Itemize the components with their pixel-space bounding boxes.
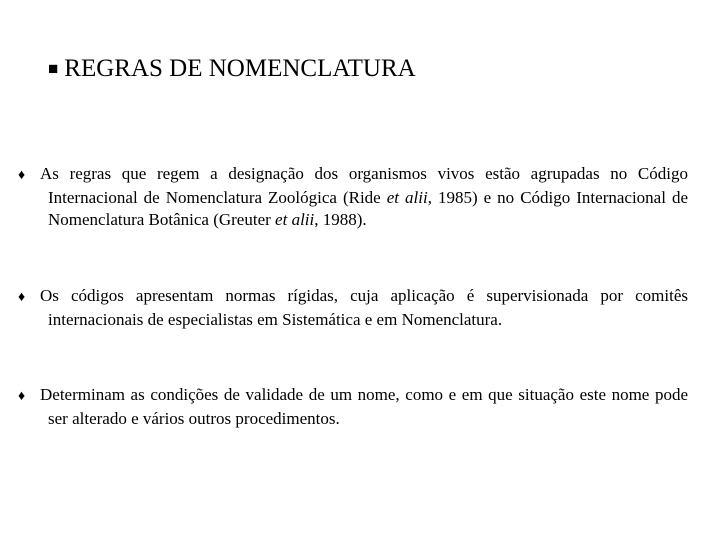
- paragraph-validity: [18, 384, 688, 430]
- square-bullet-icon: ■: [48, 59, 59, 78]
- slide-title-text: REGRAS DE NOMENCLATURA: [64, 55, 416, 82]
- diamond-bullet-icon: ♦: [18, 290, 26, 305]
- paragraph-text: , 1985) e no Código Internacional de Nomenclatura Botânica (Greuter: [48, 188, 688, 229]
- diamond-bullet-icon: ♦: [18, 389, 26, 404]
- paragraph-text: As regras que regem a designação dos organismos vivos estão agrupadas no Código Internacional de Nomenclatura Zoológica (Ride: [40, 164, 688, 207]
- paragraph-rules: [18, 163, 688, 231]
- slide-title: [48, 54, 416, 84]
- paragraph-text: Os códigos apresentam normas rígidas, cuja aplicação é supervisionada por comitês internacionais de especialistas em Sistemática e em Nomenclatura.: [40, 286, 688, 329]
- italic-citation: et alii: [275, 210, 315, 229]
- paragraph-text: , 1988).: [314, 210, 367, 229]
- paragraph-codes: [18, 285, 688, 331]
- paragraph-text: Determinam as condições de validade de um nome, como e em que situação este nome pode ser alterado e vários outros procedimentos.: [40, 385, 688, 428]
- diamond-bullet-icon: ♦: [18, 168, 26, 183]
- italic-citation: et alii: [386, 188, 428, 207]
